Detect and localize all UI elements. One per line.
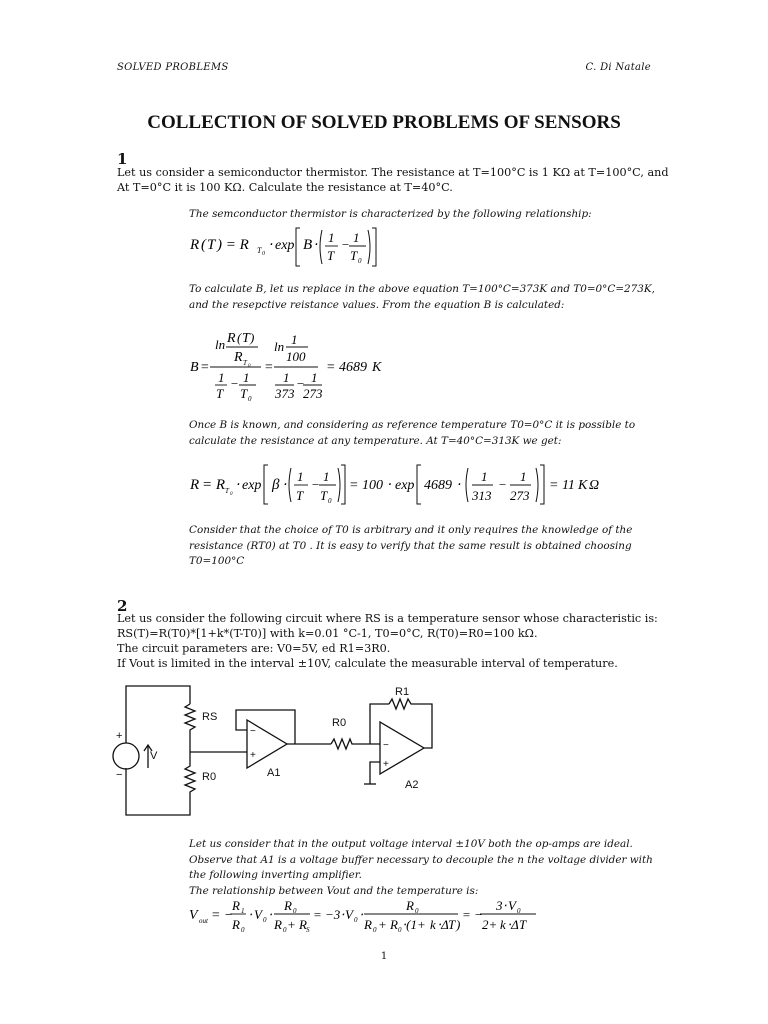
svg-text:273: 273: [303, 386, 323, 401]
svg-text:−: −: [296, 376, 305, 391]
svg-text:R: R: [232, 898, 240, 913]
svg-text:B: B: [190, 360, 199, 375]
svg-text:S: S: [306, 926, 310, 934]
a1-label: A1: [267, 767, 281, 779]
svg-text:273: 273: [510, 488, 530, 503]
svg-text:−: −: [341, 237, 350, 252]
svg-text:T: T: [320, 488, 328, 503]
svg-text:1: 1: [283, 370, 290, 385]
page-number: 1: [380, 951, 388, 962]
svg-text:=: =: [200, 360, 210, 375]
equation-resistance-at-40c: [188, 458, 618, 513]
svg-text:K: K: [372, 360, 382, 375]
svg-text:exp: exp: [242, 478, 262, 493]
solution-line: Observe that A1 is a voltage buffer necessary to decouple the n the voltage divider with: [189, 853, 653, 866]
problem-1-solution-para-2: [189, 282, 659, 313]
svg-text:313: 313: [472, 488, 492, 503]
source-minus-label: −: [116, 769, 123, 781]
document-title: COLLECTION OF SOLVED PROBLEMS OF SENSORS: [147, 112, 621, 133]
svg-text:1: 1: [243, 370, 250, 385]
svg-text:ln: ln: [215, 337, 226, 352]
problem-2-statement-line: Let us consider the following circuit where RS is a temperature sensor whose characteristic is:: [117, 612, 658, 625]
source-plus-label: +: [116, 730, 123, 742]
svg-text:+: +: [250, 750, 256, 761]
svg-text:+ R: + R: [287, 917, 307, 932]
svg-text:1: 1: [311, 370, 318, 385]
svg-text:3⋅: 3⋅: [496, 898, 507, 913]
svg-text:⋅: ⋅: [248, 907, 253, 922]
svg-text:R: R: [190, 477, 200, 493]
svg-text:1: 1: [353, 230, 360, 245]
svg-text:β: β: [272, 477, 280, 493]
svg-text:(: (: [237, 330, 242, 345]
problem-1-statement: [117, 165, 669, 195]
svg-text:exp: exp: [275, 238, 295, 253]
svg-text:373: 373: [275, 386, 295, 401]
problem-1-statement-line: Let us consider a semiconductor thermistor. The resistance at T=100°C is 1 KΩ at T=100°C, and: [117, 166, 669, 179]
svg-text:1: 1: [481, 469, 488, 484]
problem-2-solution-para-1: [189, 837, 659, 899]
svg-text:T: T: [519, 917, 527, 932]
problem-2-statement-line: RS(T)=R(T0)*[1+k*(T-T0)] with k=0.01 °C-1, T0=0°C, R(T0)=R0=100 kΩ.: [117, 627, 538, 640]
svg-text:0: 0: [373, 926, 377, 934]
r1-label: R1: [395, 686, 410, 698]
svg-text:⋅(1+: ⋅(1+: [402, 917, 426, 932]
svg-text:V: V: [254, 907, 262, 922]
svg-text:=: =: [264, 360, 274, 375]
svg-text:⋅: ⋅: [282, 478, 287, 493]
svg-text:): ): [250, 330, 255, 345]
svg-text:exp: exp: [395, 478, 415, 493]
svg-text:+: +: [383, 759, 389, 770]
svg-text:1: 1: [218, 370, 225, 385]
svg-text:⋅: ⋅: [235, 478, 240, 493]
svg-text:0: 0: [358, 257, 362, 265]
svg-text:V: V: [508, 898, 516, 913]
svg-text:0: 0: [517, 907, 521, 915]
svg-text:−: −: [498, 477, 507, 492]
svg-text:1: 1: [323, 469, 330, 484]
svg-text:K: K: [578, 478, 588, 493]
svg-text:2+: 2+: [482, 917, 498, 932]
svg-text:T: T: [327, 248, 335, 263]
svg-text:⋅: ⋅: [456, 478, 461, 493]
solution-line: T0=100°C: [189, 555, 245, 567]
svg-text:out: out: [199, 917, 208, 925]
svg-text:T: T: [207, 237, 216, 253]
svg-text:⋅: ⋅: [313, 238, 318, 253]
equation-vout: [188, 894, 548, 941]
svg-text:⋅Δ: ⋅Δ: [507, 917, 519, 932]
svg-text:R: R: [284, 898, 292, 913]
svg-text:0: 0: [328, 497, 332, 505]
svg-text:+ R: + R: [378, 917, 398, 932]
solution-line: Consider that the choice of T0 is arbitrary and it only requires the knowledge of the: [189, 524, 633, 536]
svg-text:V: V: [345, 907, 353, 922]
svg-text:T: T: [257, 246, 262, 255]
svg-text:⋅: ⋅: [268, 907, 273, 922]
svg-text:T: T: [448, 917, 456, 932]
running-header-left: SOLVED PROBLEMS: [117, 62, 229, 73]
svg-text:0: 0: [354, 916, 358, 924]
problem-1-statement-line: At T=0°C it is 100 KΩ. Calculate the resistance at T=40°C.: [117, 181, 453, 194]
svg-text:T: T: [216, 386, 224, 401]
svg-text:1: 1: [291, 332, 298, 347]
svg-text:) = R: ) = R: [217, 237, 249, 253]
problem-2-statement-line: If Vout is limited in the interval ±10V, calculate the measurable interval of temperature.: [117, 657, 618, 670]
svg-text:(: (: [201, 237, 206, 253]
problem-1-number: 1: [117, 150, 128, 168]
svg-text:R: R: [190, 237, 200, 253]
svg-text:T: T: [225, 487, 229, 495]
svg-text:T: T: [296, 488, 304, 503]
problem-1-solution-para-4: [189, 523, 659, 570]
svg-text:4689: 4689: [424, 478, 452, 493]
svg-text:R: R: [406, 898, 414, 913]
svg-text:−: −: [250, 726, 256, 737]
svg-text:Ω: Ω: [589, 478, 600, 493]
svg-text:k: k: [430, 917, 436, 932]
svg-text:0: 0: [283, 926, 287, 934]
svg-text:= −3⋅: = −3⋅: [313, 907, 345, 922]
svg-text:0: 0: [262, 251, 265, 257]
svg-text:⋅: ⋅: [268, 238, 273, 253]
svg-text:0: 0: [293, 907, 297, 915]
svg-text:B: B: [303, 237, 313, 253]
solution-line: and the resepctive reistance values. From the equation B is calculated:: [189, 298, 565, 311]
svg-text:= 100 ⋅: = 100 ⋅: [349, 478, 391, 493]
solution-line: Let us consider that in the output voltage interval ±10V both the op-amps are ideal.: [189, 838, 633, 850]
svg-text:0: 0: [248, 364, 251, 369]
problem-2-statement-line: The circuit parameters are: V0=5V, ed R1=3R0.: [117, 642, 391, 655]
svg-text:R: R: [274, 917, 282, 932]
svg-text:−: −: [311, 477, 320, 492]
equation-b-coefficient: [188, 324, 408, 411]
svg-text:k: k: [500, 917, 506, 932]
svg-text:1: 1: [328, 230, 335, 245]
svg-text:100: 100: [286, 349, 306, 364]
solution-line: resistance (RT0) at T0 . It is easy to verify that the same result is obtained choosing: [189, 539, 632, 552]
svg-text:1: 1: [520, 469, 527, 484]
svg-text:T: T: [350, 248, 358, 263]
svg-text:R: R: [364, 917, 372, 932]
svg-text:0: 0: [263, 916, 267, 924]
solution-line: To calculate B, let us replace in the above equation T=100°C=373K and T0=0°C=273K,: [189, 283, 655, 295]
svg-text:= −: = −: [211, 908, 234, 923]
svg-text:1: 1: [241, 907, 245, 915]
svg-text:−: −: [230, 376, 239, 391]
svg-text:T: T: [240, 386, 248, 401]
svg-text:⋅Δ: ⋅Δ: [437, 917, 449, 932]
svg-text:ln: ln: [274, 339, 285, 354]
problem-1-solution-para-1: The semconductor thermistor is characterized by the following relationship:: [189, 208, 592, 220]
svg-text:0: 0: [241, 926, 245, 934]
svg-text:0: 0: [248, 395, 252, 403]
problem-2-number: 2: [117, 597, 128, 615]
svg-text:= −: = −: [462, 907, 483, 922]
a2-label: A2: [405, 779, 419, 791]
source-v-label: V: [150, 750, 158, 762]
circuit-diagram: [112, 682, 452, 826]
solution-line: calculate the resistance at any temperature. At T=40°C=313K we get:: [189, 434, 562, 447]
equation-thermistor-model: [188, 222, 378, 275]
svg-text:): ): [456, 917, 461, 932]
problem-2-statement: [117, 611, 657, 671]
svg-text:R: R: [227, 331, 236, 346]
svg-text:V: V: [189, 908, 198, 923]
running-header-right: C. Di Natale: [585, 62, 651, 73]
svg-text:= 4689: = 4689: [326, 360, 367, 375]
svg-text:0: 0: [398, 926, 402, 934]
svg-text:T: T: [243, 359, 247, 367]
svg-text:0: 0: [415, 907, 419, 915]
svg-text:−: −: [383, 740, 389, 751]
solution-line: the following inverting amplifier.: [189, 869, 362, 881]
solution-line: Once B is known, and considering as reference temperature T0=0°C it is possible to: [189, 419, 636, 431]
problem-1-solution-para-3: [189, 418, 659, 449]
svg-text:⋅: ⋅: [359, 907, 364, 922]
svg-text:R: R: [232, 917, 240, 932]
svg-text:R: R: [234, 350, 243, 365]
svg-text:0: 0: [230, 492, 233, 497]
r0-left-label: R0: [202, 771, 217, 783]
svg-text:= 11: = 11: [549, 478, 575, 493]
svg-text:1: 1: [297, 469, 304, 484]
svg-text:T: T: [242, 331, 250, 346]
solution-line: The relationship between Vout and the temperature is:: [189, 884, 479, 897]
r0-mid-label: R0: [332, 717, 347, 729]
rs-label: RS: [202, 711, 218, 723]
svg-text:= R: = R: [202, 477, 226, 493]
